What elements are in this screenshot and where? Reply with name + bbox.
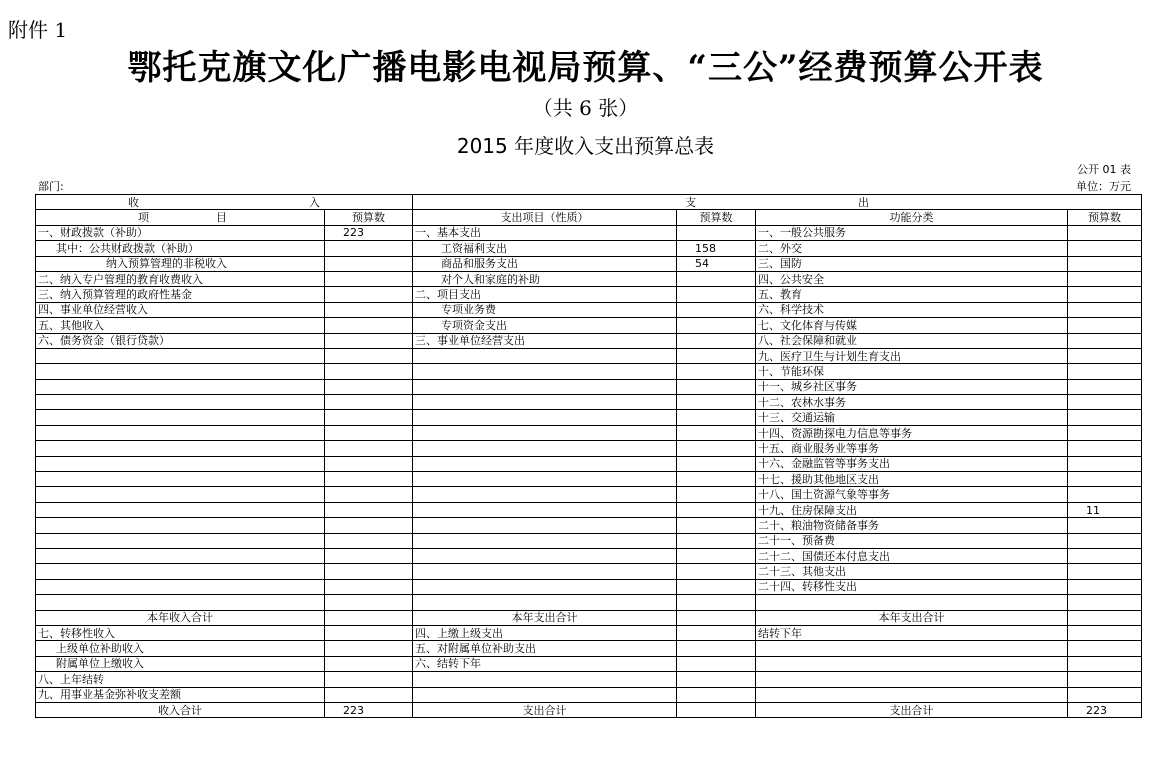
table-row xyxy=(36,348,1142,363)
function-class-cell: 十一、城乡社区事务 xyxy=(756,379,1068,394)
expense-budget-cell: 54 xyxy=(677,256,756,271)
function-budget-cell xyxy=(1068,241,1142,256)
income-item-cell xyxy=(36,379,325,394)
expense-item-cell xyxy=(413,564,677,579)
expense-budget-cell xyxy=(677,333,756,348)
expense-item-cell: 五、对附属单位补助支出 xyxy=(413,641,677,656)
table-row xyxy=(36,441,1142,456)
income-budget-cell xyxy=(325,395,413,410)
annex-label: 附件 1 xyxy=(8,18,68,42)
expense-budget-cell xyxy=(677,364,756,379)
expense-budget-cell xyxy=(677,410,756,425)
expense-item-cell xyxy=(413,548,677,563)
function-budget-cell: 11 xyxy=(1068,502,1142,517)
expense-budget-cell xyxy=(677,702,756,717)
expense-budget-cell xyxy=(677,518,756,533)
function-budget-cell xyxy=(1068,687,1142,702)
income-item-cell: 七、转移性收入 xyxy=(36,625,325,640)
expense-item-cell: 商品和服务支出 xyxy=(413,256,677,271)
income-header xyxy=(36,195,413,210)
table-row xyxy=(36,410,1142,425)
table-row xyxy=(36,318,1142,333)
function-class-cell xyxy=(756,672,1068,687)
function-class-cell: 十七、援助其他地区支出 xyxy=(756,472,1068,487)
function-budget-cell xyxy=(1068,579,1142,594)
expense-item-cell xyxy=(413,379,677,394)
table-row xyxy=(36,241,1142,256)
table-row xyxy=(36,395,1142,410)
expense-item-cell: 对个人和家庭的补助 xyxy=(413,271,677,286)
expense-budget-cell xyxy=(677,456,756,471)
expense-budget-cell: 158 xyxy=(677,241,756,256)
income-budget-cell xyxy=(325,548,413,563)
income-item-cell xyxy=(36,518,325,533)
function-class-cell: 十二、农林水事务 xyxy=(756,395,1068,410)
function-budget-cell xyxy=(1068,672,1142,687)
expense-item-cell xyxy=(413,364,677,379)
income-item-cell xyxy=(36,364,325,379)
income-budget-cell xyxy=(325,287,413,302)
income-budget-cell xyxy=(325,318,413,333)
expense-budget-cell xyxy=(677,641,756,656)
function-class-cell: 九、医疗卫生与计划生育支出 xyxy=(756,348,1068,363)
income-budget-cell xyxy=(325,579,413,594)
function-class-cell: 十六、金融监管等事务支出 xyxy=(756,456,1068,471)
income-budget-cell xyxy=(325,533,413,548)
income-budget-cell xyxy=(325,379,413,394)
table-row xyxy=(36,456,1142,471)
function-class-cell: 十八、国土资源气象等事务 xyxy=(756,487,1068,502)
expense-budget-cell xyxy=(677,425,756,440)
table-row xyxy=(36,302,1142,317)
income-item-cell xyxy=(36,487,325,502)
income-budget-cell xyxy=(325,410,413,425)
function-class-cell: 三、国防 xyxy=(756,256,1068,271)
table-row xyxy=(36,256,1142,271)
expense-item-cell xyxy=(413,472,677,487)
function-budget-cell xyxy=(1068,318,1142,333)
function-class-cell: 四、公共安全 xyxy=(756,271,1068,286)
expense-item-header: 支出项目（性质） xyxy=(413,210,677,225)
table-row xyxy=(36,702,1142,717)
function-budget-cell xyxy=(1068,610,1142,625)
income-budget-cell xyxy=(325,518,413,533)
function-budget-cell xyxy=(1068,256,1142,271)
income-header-left: 收 xyxy=(128,195,139,209)
income-budget-cell xyxy=(325,241,413,256)
function-budget-cell xyxy=(1068,472,1142,487)
income-item-cell: 本年收入合计 xyxy=(36,610,325,625)
table-row xyxy=(36,687,1142,702)
function-class-cell: 十四、资源勘探电力信息等事务 xyxy=(756,425,1068,440)
table-row xyxy=(36,579,1142,594)
function-class-cell: 二十三、其他支出 xyxy=(756,564,1068,579)
table-row xyxy=(36,625,1142,640)
expense-budget-cell xyxy=(677,287,756,302)
function-class-cell xyxy=(756,641,1068,656)
table-row xyxy=(36,548,1142,563)
expense-budget-cell xyxy=(677,625,756,640)
income-budget-cell xyxy=(325,502,413,517)
function-budget-header: 预算数 xyxy=(1068,210,1142,225)
expense-budget-cell xyxy=(677,472,756,487)
expense-item-cell xyxy=(413,502,677,517)
expense-budget-cell xyxy=(677,595,756,610)
function-budget-cell xyxy=(1068,225,1142,240)
table-title: 2015 年度收入支出预算总表 xyxy=(456,134,715,158)
income-item-cell: 其中：公共财政拨款（补助） xyxy=(36,241,325,256)
table-row xyxy=(36,364,1142,379)
table-row xyxy=(36,672,1142,687)
income-budget-cell xyxy=(325,425,413,440)
expense-budget-cell xyxy=(677,687,756,702)
function-class-cell: 二十一、预备费 xyxy=(756,533,1068,548)
income-item-cell xyxy=(36,502,325,517)
function-class-cell: 十九、住房保障支出 xyxy=(756,502,1068,517)
income-item-cell xyxy=(36,579,325,594)
budget-table xyxy=(35,194,1142,718)
income-budget-cell xyxy=(325,333,413,348)
expense-budget-cell xyxy=(677,302,756,317)
expense-item-cell xyxy=(413,425,677,440)
expense-budget-cell xyxy=(677,579,756,594)
expense-budget-cell xyxy=(677,502,756,517)
income-budget-cell xyxy=(325,687,413,702)
income-budget-cell xyxy=(325,348,413,363)
function-budget-cell xyxy=(1068,425,1142,440)
expense-header-left: 支 xyxy=(685,195,696,209)
function-budget-cell xyxy=(1068,333,1142,348)
income-item-cell: 八、上年结转 xyxy=(36,672,325,687)
function-class-cell: 二十二、国债还本付息支出 xyxy=(756,548,1068,563)
expense-item-cell: 工资福利支出 xyxy=(413,241,677,256)
function-class-cell: 本年支出合计 xyxy=(756,610,1068,625)
income-item-cell: 一、财政拨款（补助） xyxy=(36,225,325,240)
function-class-cell: 五、教育 xyxy=(756,287,1068,302)
function-budget-cell xyxy=(1068,518,1142,533)
expense-item-cell xyxy=(413,579,677,594)
expense-item-cell: 二、项目支出 xyxy=(413,287,677,302)
expense-item-cell: 四、上缴上级支出 xyxy=(413,625,677,640)
expense-item-cell: 支出合计 xyxy=(413,702,677,717)
function-budget-cell xyxy=(1068,641,1142,656)
function-class-cell: 七、文化体育与传媒 xyxy=(756,318,1068,333)
expense-budget-cell xyxy=(677,441,756,456)
expense-budget-cell xyxy=(677,318,756,333)
income-budget-header: 预算数 xyxy=(325,210,413,225)
form-number: 公开 01 表 xyxy=(1077,163,1131,176)
income-item-cell xyxy=(36,595,325,610)
income-budget-cell xyxy=(325,302,413,317)
function-budget-cell xyxy=(1068,379,1142,394)
function-class-cell: 十、节能环保 xyxy=(756,364,1068,379)
expense-header xyxy=(413,195,1142,210)
expense-item-cell xyxy=(413,487,677,502)
expense-item-cell: 一、基本支出 xyxy=(413,225,677,240)
function-budget-cell: 223 xyxy=(1068,702,1142,717)
income-item-cell: 纳入预算管理的非税收入 xyxy=(36,256,325,271)
income-budget-cell: 223 xyxy=(325,225,413,240)
function-class-cell: 十五、商业服务业等事务 xyxy=(756,441,1068,456)
expense-budget-cell xyxy=(677,610,756,625)
function-budget-cell xyxy=(1068,441,1142,456)
income-item-cell xyxy=(36,548,325,563)
income-budget-cell: 223 xyxy=(325,702,413,717)
department-label: 部门: xyxy=(38,180,64,193)
income-item-cell xyxy=(36,410,325,425)
income-item-header xyxy=(36,210,325,225)
table-row xyxy=(36,564,1142,579)
income-budget-cell xyxy=(325,610,413,625)
page-title: 鄂托克旗文化广播电影电视局预算、“三公”经费预算公开表 xyxy=(127,48,1044,88)
table-row xyxy=(36,225,1142,240)
table-row xyxy=(36,656,1142,671)
income-item-cell xyxy=(36,425,325,440)
expense-item-cell xyxy=(413,456,677,471)
income-budget-cell xyxy=(325,625,413,640)
table-row xyxy=(36,425,1142,440)
expense-budget-cell xyxy=(677,271,756,286)
expense-budget-cell xyxy=(677,348,756,363)
expense-budget-cell xyxy=(677,656,756,671)
income-budget-cell xyxy=(325,487,413,502)
expense-item-cell: 三、事业单位经营支出 xyxy=(413,333,677,348)
expense-item-cell: 专项业务费 xyxy=(413,302,677,317)
expense-item-cell xyxy=(413,395,677,410)
function-budget-cell xyxy=(1068,564,1142,579)
function-budget-cell xyxy=(1068,625,1142,640)
expense-item-cell xyxy=(413,348,677,363)
income-budget-cell xyxy=(325,656,413,671)
function-class-cell: 十三、交通运输 xyxy=(756,410,1068,425)
expense-header-right: 出 xyxy=(858,195,869,209)
function-budget-cell xyxy=(1068,548,1142,563)
income-item-header-right: 目 xyxy=(216,211,227,225)
income-item-cell xyxy=(36,533,325,548)
income-budget-cell xyxy=(325,364,413,379)
income-item-cell: 九、用事业基金弥补收支差额 xyxy=(36,687,325,702)
expense-item-cell xyxy=(413,441,677,456)
income-budget-cell xyxy=(325,564,413,579)
expense-item-cell: 专项资金支出 xyxy=(413,318,677,333)
expense-budget-cell xyxy=(677,564,756,579)
income-budget-cell xyxy=(325,595,413,610)
income-header-right: 入 xyxy=(309,195,320,209)
income-item-cell xyxy=(36,395,325,410)
function-budget-cell xyxy=(1068,456,1142,471)
income-item-cell: 二、纳入专户管理的教育收费收入 xyxy=(36,271,325,286)
income-item-cell xyxy=(36,441,325,456)
function-budget-cell xyxy=(1068,487,1142,502)
function-budget-cell xyxy=(1068,271,1142,286)
function-budget-cell xyxy=(1068,533,1142,548)
expense-budget-header: 预算数 xyxy=(677,210,756,225)
income-budget-cell xyxy=(325,456,413,471)
function-budget-cell xyxy=(1068,395,1142,410)
expense-item-cell xyxy=(413,533,677,548)
function-class-cell xyxy=(756,687,1068,702)
income-item-cell: 五、其他收入 xyxy=(36,318,325,333)
expense-item-cell xyxy=(413,672,677,687)
table-row xyxy=(36,595,1142,610)
table-row xyxy=(36,641,1142,656)
income-budget-cell xyxy=(325,256,413,271)
function-class-cell: 八、社会保障和就业 xyxy=(756,333,1068,348)
income-item-cell: 收入合计 xyxy=(36,702,325,717)
expense-budget-cell xyxy=(677,395,756,410)
page-subtitle: （共 6 张） xyxy=(532,96,639,120)
income-item-cell: 附属单位上缴收入 xyxy=(36,656,325,671)
function-budget-cell xyxy=(1068,410,1142,425)
expense-item-cell xyxy=(413,595,677,610)
table-row xyxy=(36,518,1142,533)
income-item-cell xyxy=(36,472,325,487)
expense-item-cell xyxy=(413,518,677,533)
function-budget-cell xyxy=(1068,595,1142,610)
income-item-cell xyxy=(36,456,325,471)
income-budget-cell xyxy=(325,271,413,286)
income-budget-cell xyxy=(325,672,413,687)
function-budget-cell xyxy=(1068,287,1142,302)
expense-item-cell xyxy=(413,410,677,425)
table-row xyxy=(36,287,1142,302)
table-row xyxy=(36,333,1142,348)
income-item-cell: 上级单位补助收入 xyxy=(36,641,325,656)
function-budget-cell xyxy=(1068,348,1142,363)
income-budget-cell xyxy=(325,641,413,656)
table-row xyxy=(36,379,1142,394)
expense-item-cell xyxy=(413,687,677,702)
expense-budget-cell xyxy=(677,533,756,548)
table-row xyxy=(36,502,1142,517)
function-class-cell xyxy=(756,595,1068,610)
function-class-cell: 二十四、转移性支出 xyxy=(756,579,1068,594)
function-class-cell: 六、科学技术 xyxy=(756,302,1068,317)
function-class-cell xyxy=(756,656,1068,671)
income-item-cell xyxy=(36,564,325,579)
function-budget-cell xyxy=(1068,302,1142,317)
income-item-header-left: 项 xyxy=(138,211,149,225)
unit-label: 单位：万元 xyxy=(1076,180,1131,193)
income-item-cell: 六、债务资金（银行贷款） xyxy=(36,333,325,348)
function-budget-cell xyxy=(1068,364,1142,379)
function-class-header: 功能分类 xyxy=(756,210,1068,225)
function-class-cell: 一、一般公共服务 xyxy=(756,225,1068,240)
function-budget-cell xyxy=(1068,656,1142,671)
function-class-cell: 二十、粮油物资储备事务 xyxy=(756,518,1068,533)
income-budget-cell xyxy=(325,441,413,456)
table-row xyxy=(36,533,1142,548)
function-class-cell: 结转下年 xyxy=(756,625,1068,640)
expense-budget-cell xyxy=(677,225,756,240)
expense-budget-cell xyxy=(677,487,756,502)
expense-item-cell: 本年支出合计 xyxy=(413,610,677,625)
table-row xyxy=(36,271,1142,286)
header-row-2 xyxy=(36,210,1142,225)
expense-budget-cell xyxy=(677,379,756,394)
table-row xyxy=(36,610,1142,625)
header-row-1 xyxy=(36,195,1142,210)
function-class-cell: 支出合计 xyxy=(756,702,1068,717)
income-item-cell: 四、事业单位经营收入 xyxy=(36,302,325,317)
income-item-cell xyxy=(36,348,325,363)
table-row xyxy=(36,487,1142,502)
function-class-cell: 二、外交 xyxy=(756,241,1068,256)
expense-budget-cell xyxy=(677,548,756,563)
expense-budget-cell xyxy=(677,672,756,687)
income-budget-cell xyxy=(325,472,413,487)
income-item-cell: 三、纳入预算管理的政府性基金 xyxy=(36,287,325,302)
table-row xyxy=(36,472,1142,487)
expense-item-cell: 六、结转下年 xyxy=(413,656,677,671)
